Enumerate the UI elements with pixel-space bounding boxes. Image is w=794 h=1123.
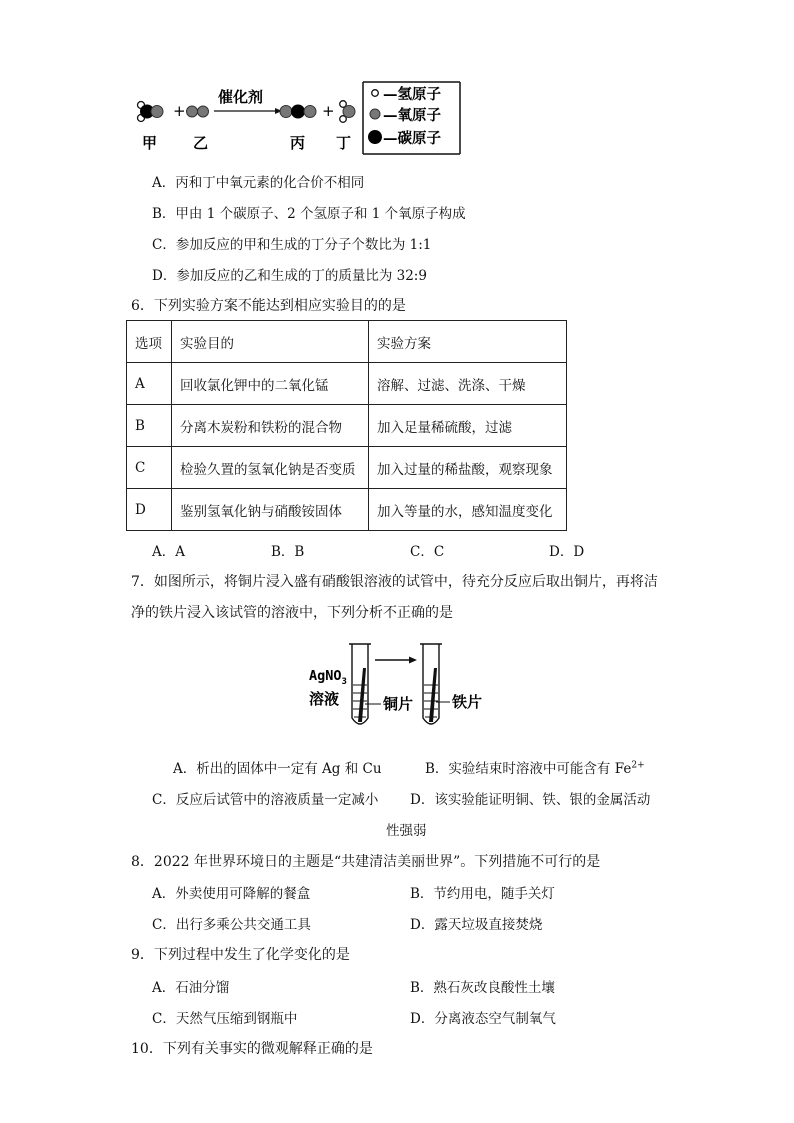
q9-option-d[interactable]: D．分离液态空气制氧气 [410, 1011, 556, 1027]
q6-choice-c[interactable]: C．C [410, 544, 445, 560]
table-cell: 溶解、过滤、洗涤、干燥 [369, 363, 567, 405]
table-cell: D [127, 489, 172, 531]
table-cell: 加入足量稀硫酸，过滤 [369, 405, 567, 447]
q6-choice-d[interactable]: D．D [549, 544, 585, 560]
q7-option-d[interactable]: D．该实验能证明铜、铁、银的金属活动 [410, 792, 651, 808]
q8-option-a[interactable]: A．外卖使用可降解的餐盒 [152, 886, 311, 902]
plus-sign-2: + [322, 102, 335, 120]
table-cell: B [127, 405, 172, 447]
q6-stem: 6．下列实验方案不能达到相应实验目的的是 [131, 298, 406, 314]
header-plan: 实验方案 [369, 321, 567, 363]
q9-option-a[interactable]: A．石油分馏 [152, 980, 230, 996]
label-jia: 甲 [142, 134, 158, 152]
header-purpose: 实验目的 [172, 321, 369, 363]
table-cell: 加入等量的水，感知温度变化 [369, 489, 567, 531]
q8-stem: 8．2022 年世界环境日的主题是“共建清洁美丽世界”。下列措施不可行的是 [131, 854, 601, 870]
molecule-jia [138, 102, 164, 122]
q5-option-b[interactable]: B．甲由 1 个碳原子、2 个氢原子和 1 个氧原子构成 [152, 206, 466, 222]
legend-oxygen: —氧原子 [383, 107, 441, 124]
q6-experiment-table [126, 320, 567, 531]
q9-option-c[interactable]: C．天然气压缩到钢瓶中 [152, 1011, 298, 1027]
q5-option-d[interactable]: D．参加反应的乙和生成的丁的质量比为 32:9 [152, 268, 427, 284]
q10-stem: 10．下列有关事实的微观解释正确的是 [131, 1041, 373, 1057]
solution-label: 溶液 [309, 690, 340, 708]
q8-option-c[interactable]: C．出行多乘公共交通工具 [152, 917, 311, 933]
table-row [127, 447, 567, 489]
copper-label: 铜片 [383, 695, 414, 713]
reaction-diagram [130, 80, 465, 156]
label-ding: 丁 [336, 134, 352, 152]
label-bing: 丙 [290, 134, 306, 152]
molecule-yi [187, 106, 209, 117]
label-yi: 乙 [193, 134, 209, 152]
test-tube-diagram [305, 638, 490, 733]
table-cell: 分离木炭粉和铁粉的混合物 [172, 405, 369, 447]
table-row [127, 363, 567, 405]
q7-option-b-text: B．实验结束时溶液中可能含有 Fe [425, 761, 632, 777]
q8-option-b[interactable]: B．节约用电，随手关灯 [410, 886, 555, 902]
test-tube-2 [420, 644, 442, 724]
q8-option-d[interactable]: D．露天垃圾直接焚烧 [410, 917, 543, 933]
table-cell: C [127, 447, 172, 489]
q7-stem-line1: 7．如图所示，将铜片浸入盛有硝酸银溶液的试管中，待充分反应后取出铜片，再将洁 [131, 574, 658, 590]
q9-stem: 9．下列过程中发生了化学变化的是 [131, 947, 350, 963]
q7-option-c[interactable]: C．反应后试管中的溶液质量一定减小 [152, 792, 379, 808]
q7-option-a[interactable]: A．析出的固体中一定有 Ag 和 Cu [173, 761, 382, 777]
test-tube-1 [349, 644, 371, 724]
table-cell: 检验久置的氢氧化钠是否变质 [172, 447, 369, 489]
table-header-row [127, 321, 567, 363]
table-cell: 鉴别氢氧化钠与硝酸铵固体 [172, 489, 369, 531]
q6-choice-b[interactable]: B．B [271, 544, 305, 560]
iron-label: 铁片 [452, 693, 483, 711]
reagent-subscript: 3 [341, 677, 347, 687]
table-cell: 加入过量的稀盐酸，观察现象 [369, 447, 567, 489]
header-option: 选项 [127, 321, 172, 363]
molecule-bing [280, 105, 316, 119]
plus-sign-1: + [173, 102, 186, 120]
reagent-label [309, 668, 347, 687]
molecule-ding [340, 101, 355, 123]
q7-option-d-continued: 性强弱 [386, 823, 427, 839]
table-cell: A [127, 363, 172, 405]
catalyst-label: 催化剂 [218, 88, 264, 106]
table-row [127, 405, 567, 447]
q7-option-b[interactable] [425, 757, 645, 777]
q5-option-a[interactable]: A．丙和丁中氧元素的化合价不相同 [152, 175, 365, 191]
legend-carbon: —碳原子 [383, 130, 441, 147]
atom-legend [363, 82, 460, 154]
legend-hydrogen: —氢原子 [383, 86, 441, 103]
q7-option-b-superscript: 2+ [631, 760, 645, 771]
q6-choice-a[interactable]: A．A [152, 544, 185, 560]
table-row [127, 489, 567, 531]
q7-stem-line2: 净的铁片浸入该试管的溶液中，下列分析不正确的是 [131, 605, 453, 621]
q9-option-b[interactable]: B．熟石灰改良酸性土壤 [410, 980, 555, 996]
table-cell: 回收氯化钾中的二氧化锰 [172, 363, 369, 405]
q5-option-c[interactable]: C．参加反应的甲和生成的丁分子个数比为 1:1 [152, 237, 432, 253]
reagent-formula: AgNO [309, 668, 342, 684]
